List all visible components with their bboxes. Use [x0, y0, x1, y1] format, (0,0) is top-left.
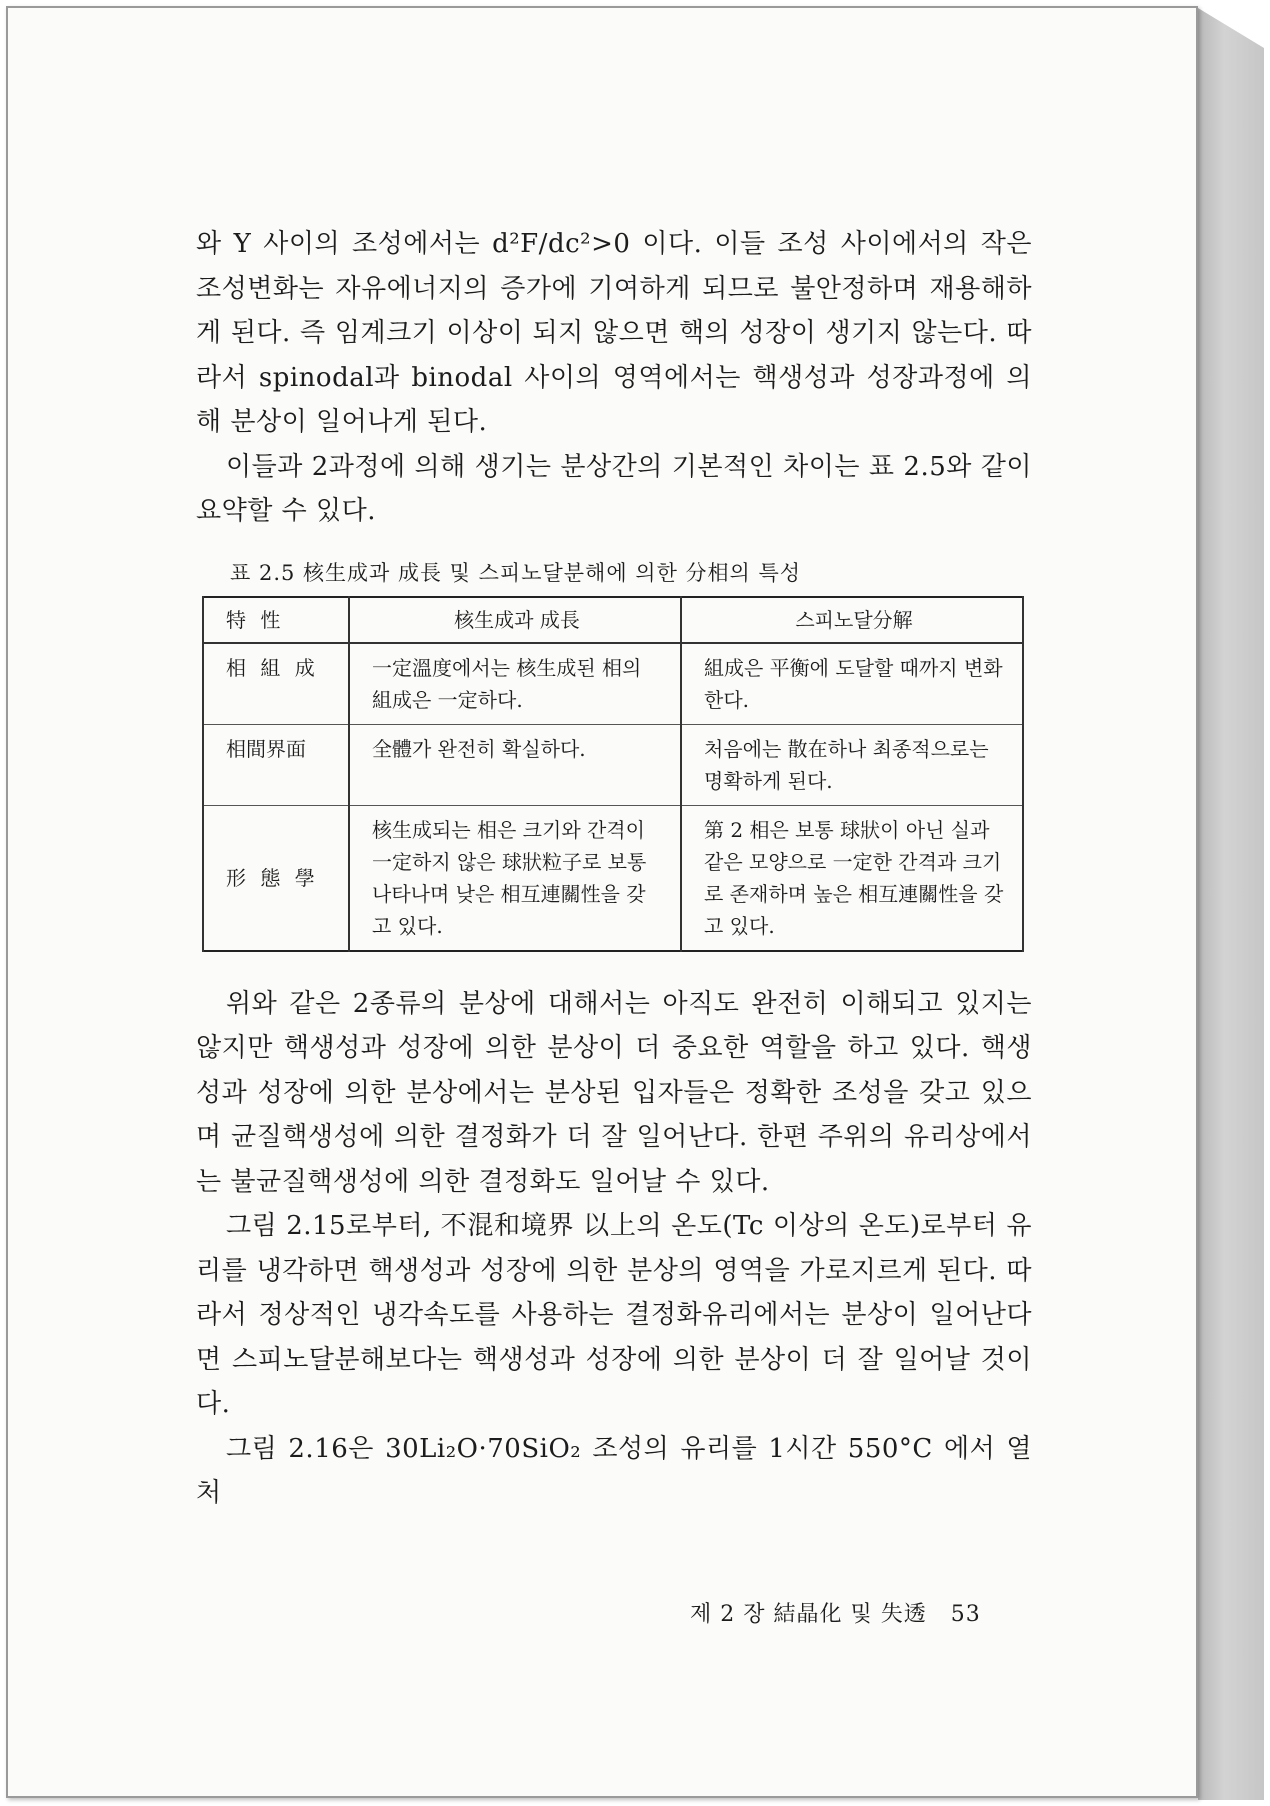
table-row: [203, 643, 1023, 725]
body-paragraph: 이들과 2과정에 의해 생기는 분상간의 기본적인 차이는 표 2.5와 같이 요약할 수 있다.: [196, 451, 1032, 526]
header-feature: 特 性: [203, 597, 349, 643]
row-nucleation: 核生成되는 相은 크기와 간격이 一定하지 않은 球狀粒子로 보통 나타나며 낮은 相互連關性을 갖고 있다.: [349, 805, 681, 951]
table-caption: 표 2.5 核生成과 成長 및 스피노달분해에 의한 分相의 특성: [230, 560, 802, 585]
header-spinodal: 스피노달分解: [681, 597, 1023, 643]
row-spinodal: 처음에는 散在하나 최종적으로는 명확하게 된다.: [681, 724, 1023, 805]
row-feature: 相 組 成: [203, 643, 349, 725]
row-nucleation: 一定溫度에서는 核生成된 相의 組成은 一定하다.: [349, 643, 681, 725]
page-content: [196, 222, 1032, 1516]
row-feature: 形 態 學: [203, 805, 349, 951]
row-nucleation: 全體가 완전히 확실하다.: [349, 724, 681, 805]
table-row: [203, 724, 1023, 805]
body-paragraph: 그림 2.16은 30Li₂O·70SiO₂ 조성의 유리를 1시간 550°C 에서 열처: [196, 1433, 1032, 1508]
chapter-title: 제 2 장 結晶化 및 失透: [690, 1602, 927, 1627]
lower-text: [196, 982, 1032, 1516]
row-feature: 相間界面: [203, 724, 349, 805]
body-paragraph: 위와 같은 2종류의 분상에 대해서는 아직도 완전히 이해되고 있지는 않지만 핵생성과 성장에 의한 분상이 더 중요한 역할을 하고 있다. 핵생성과 성장에 의한 분상에서는 분상된 입자들은 정확한 조성을 갖고 있으며 균질핵생성에 의한 결정화가 더 잘 일어난다. 한편 주위의 유리상에서는 불균질핵생성에 의한 결정화도 일어날 수 있다.: [196, 988, 1032, 1197]
body-paragraph: 그림 2.15로부터, 不混和境界 以上의 온도(Tc 이상의 온도)로부터 유리를 냉각하면 핵생성과 성장에 의한 분상의 영역을 가로지르게 된다. 따라서 정상적인 냉각속도를 사용하는 결정화유리에서는 분상이 일어난다면 스피노달분해보다는 핵생성과 성장에 의한 분상이 더 잘 일어날 것이다.: [196, 1211, 1032, 1419]
running-footer: [690, 1597, 981, 1628]
table-row: [203, 805, 1023, 951]
page-number: 53: [950, 1602, 981, 1627]
comparison-table: [202, 596, 1024, 952]
book-edge: [1198, 8, 1264, 1800]
row-spinodal: 第 2 相은 보통 球狀이 아닌 실과 같은 모양으로 一定한 간격과 크기로 존재하며 높은 相互連關性을 갖고 있다.: [681, 805, 1023, 951]
table-header-row: [203, 597, 1023, 643]
header-nucleation: 核生成과 成長: [349, 597, 681, 643]
body-paragraph: 와 Y 사이의 조성에서는 d²F/dc²>0 이다. 이들 조성 사이에서의 작은 조성변화는 자유에너지의 증가에 기여하게 되므로 불안정하며 재용해하게 된다. 즉 임계크기 이상이 되지 않으면 핵의 성장이 생기지 않는다. 따라서 spinodal과 binodal 사이의 영역에서는 핵생성과 성장과정에 의해 분상이 일어나게 된다.: [196, 229, 1032, 437]
row-spinodal: 組成은 平衡에 도달할 때까지 변화한다.: [681, 643, 1023, 725]
